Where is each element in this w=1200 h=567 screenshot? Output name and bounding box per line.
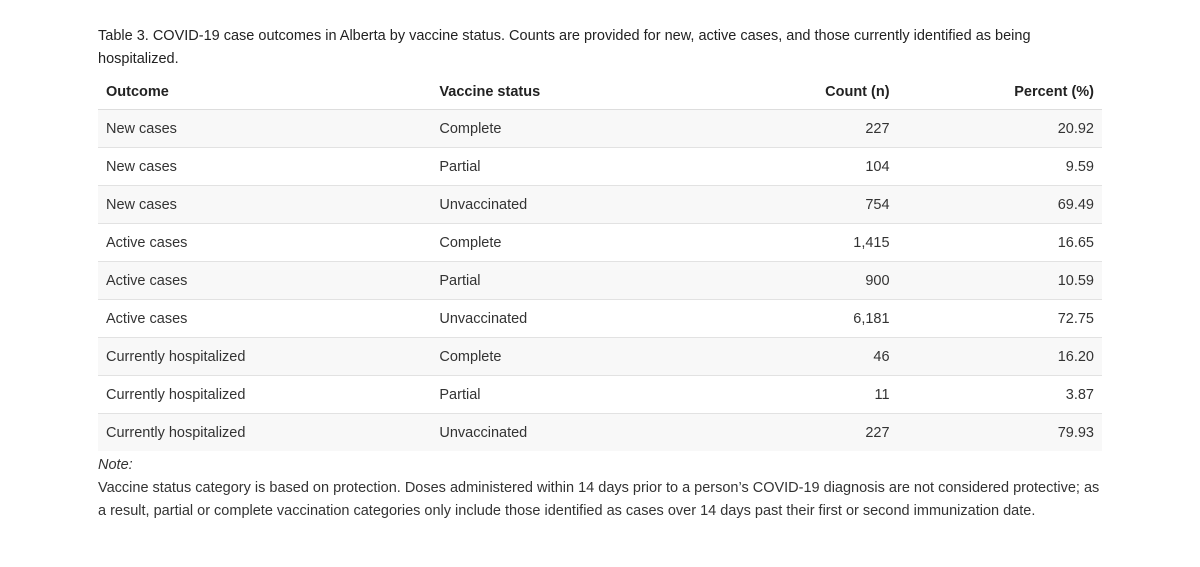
cell-count: 1,415: [763, 224, 898, 262]
cell-outcome: Currently hospitalized: [98, 414, 431, 452]
cell-vaccine-status: Partial: [431, 148, 763, 186]
table-row: [98, 414, 1102, 452]
cell-vaccine-status: Unvaccinated: [431, 186, 763, 224]
cell-outcome: New cases: [98, 110, 431, 148]
table-row: [98, 300, 1102, 338]
cell-percent: 10.59: [898, 262, 1102, 300]
note-text: Vaccine status category is based on protection. Doses administered within 14 days prior to a person’s COVID-19 diagnosis are not considered protective; as a result, partial or complete vaccination categories only include those identified as cases over 14 days past their first or second immunization date.: [98, 480, 1100, 519]
table-header: [98, 74, 1102, 110]
table-row: [98, 224, 1102, 262]
cell-count: 754: [763, 186, 898, 224]
cell-vaccine-status: Complete: [431, 224, 763, 262]
cell-percent: 16.65: [898, 224, 1102, 262]
cell-outcome: Currently hospitalized: [98, 338, 431, 376]
header-vaccine-status: Vaccine status: [431, 74, 763, 110]
outcomes-table: [98, 74, 1102, 451]
header-count: Count (n): [763, 74, 898, 110]
cell-outcome: New cases: [98, 186, 431, 224]
table-row: [98, 148, 1102, 186]
table-row: [98, 376, 1102, 414]
cell-percent: 16.20: [898, 338, 1102, 376]
table-figure: [98, 25, 1102, 523]
cell-count: 104: [763, 148, 898, 186]
cell-vaccine-status: Unvaccinated: [431, 300, 763, 338]
cell-count: 900: [763, 262, 898, 300]
cell-count: 227: [763, 414, 898, 452]
cell-vaccine-status: Partial: [431, 376, 763, 414]
table-row: [98, 262, 1102, 300]
table-row: [98, 186, 1102, 224]
table-row: [98, 338, 1102, 376]
cell-outcome: Active cases: [98, 300, 431, 338]
cell-percent: 9.59: [898, 148, 1102, 186]
cell-percent: 79.93: [898, 414, 1102, 452]
table-row: [98, 110, 1102, 148]
header-percent: Percent (%): [898, 74, 1102, 110]
note-label: Note:: [98, 457, 133, 473]
header-outcome: Outcome: [98, 74, 431, 110]
cell-count: 46: [763, 338, 898, 376]
cell-percent: 72.75: [898, 300, 1102, 338]
cell-percent: 69.49: [898, 186, 1102, 224]
cell-outcome: Currently hospitalized: [98, 376, 431, 414]
header-row: [98, 74, 1102, 110]
cell-vaccine-status: Complete: [431, 338, 763, 376]
cell-percent: 3.87: [898, 376, 1102, 414]
cell-outcome: Active cases: [98, 224, 431, 262]
cell-outcome: New cases: [98, 148, 431, 186]
cell-vaccine-status: Partial: [431, 262, 763, 300]
cell-count: 227: [763, 110, 898, 148]
cell-count: 6,181: [763, 300, 898, 338]
cell-percent: 20.92: [898, 110, 1102, 148]
cell-vaccine-status: Unvaccinated: [431, 414, 763, 452]
table-caption: Table 3. COVID-19 case outcomes in Alberta by vaccine status. Counts are provided for new, active cases, and those currently identified as being hospitalized.: [98, 28, 1031, 67]
cell-outcome: Active cases: [98, 262, 431, 300]
cell-count: 11: [763, 376, 898, 414]
cell-vaccine-status: Complete: [431, 110, 763, 148]
table-body: [98, 110, 1102, 452]
